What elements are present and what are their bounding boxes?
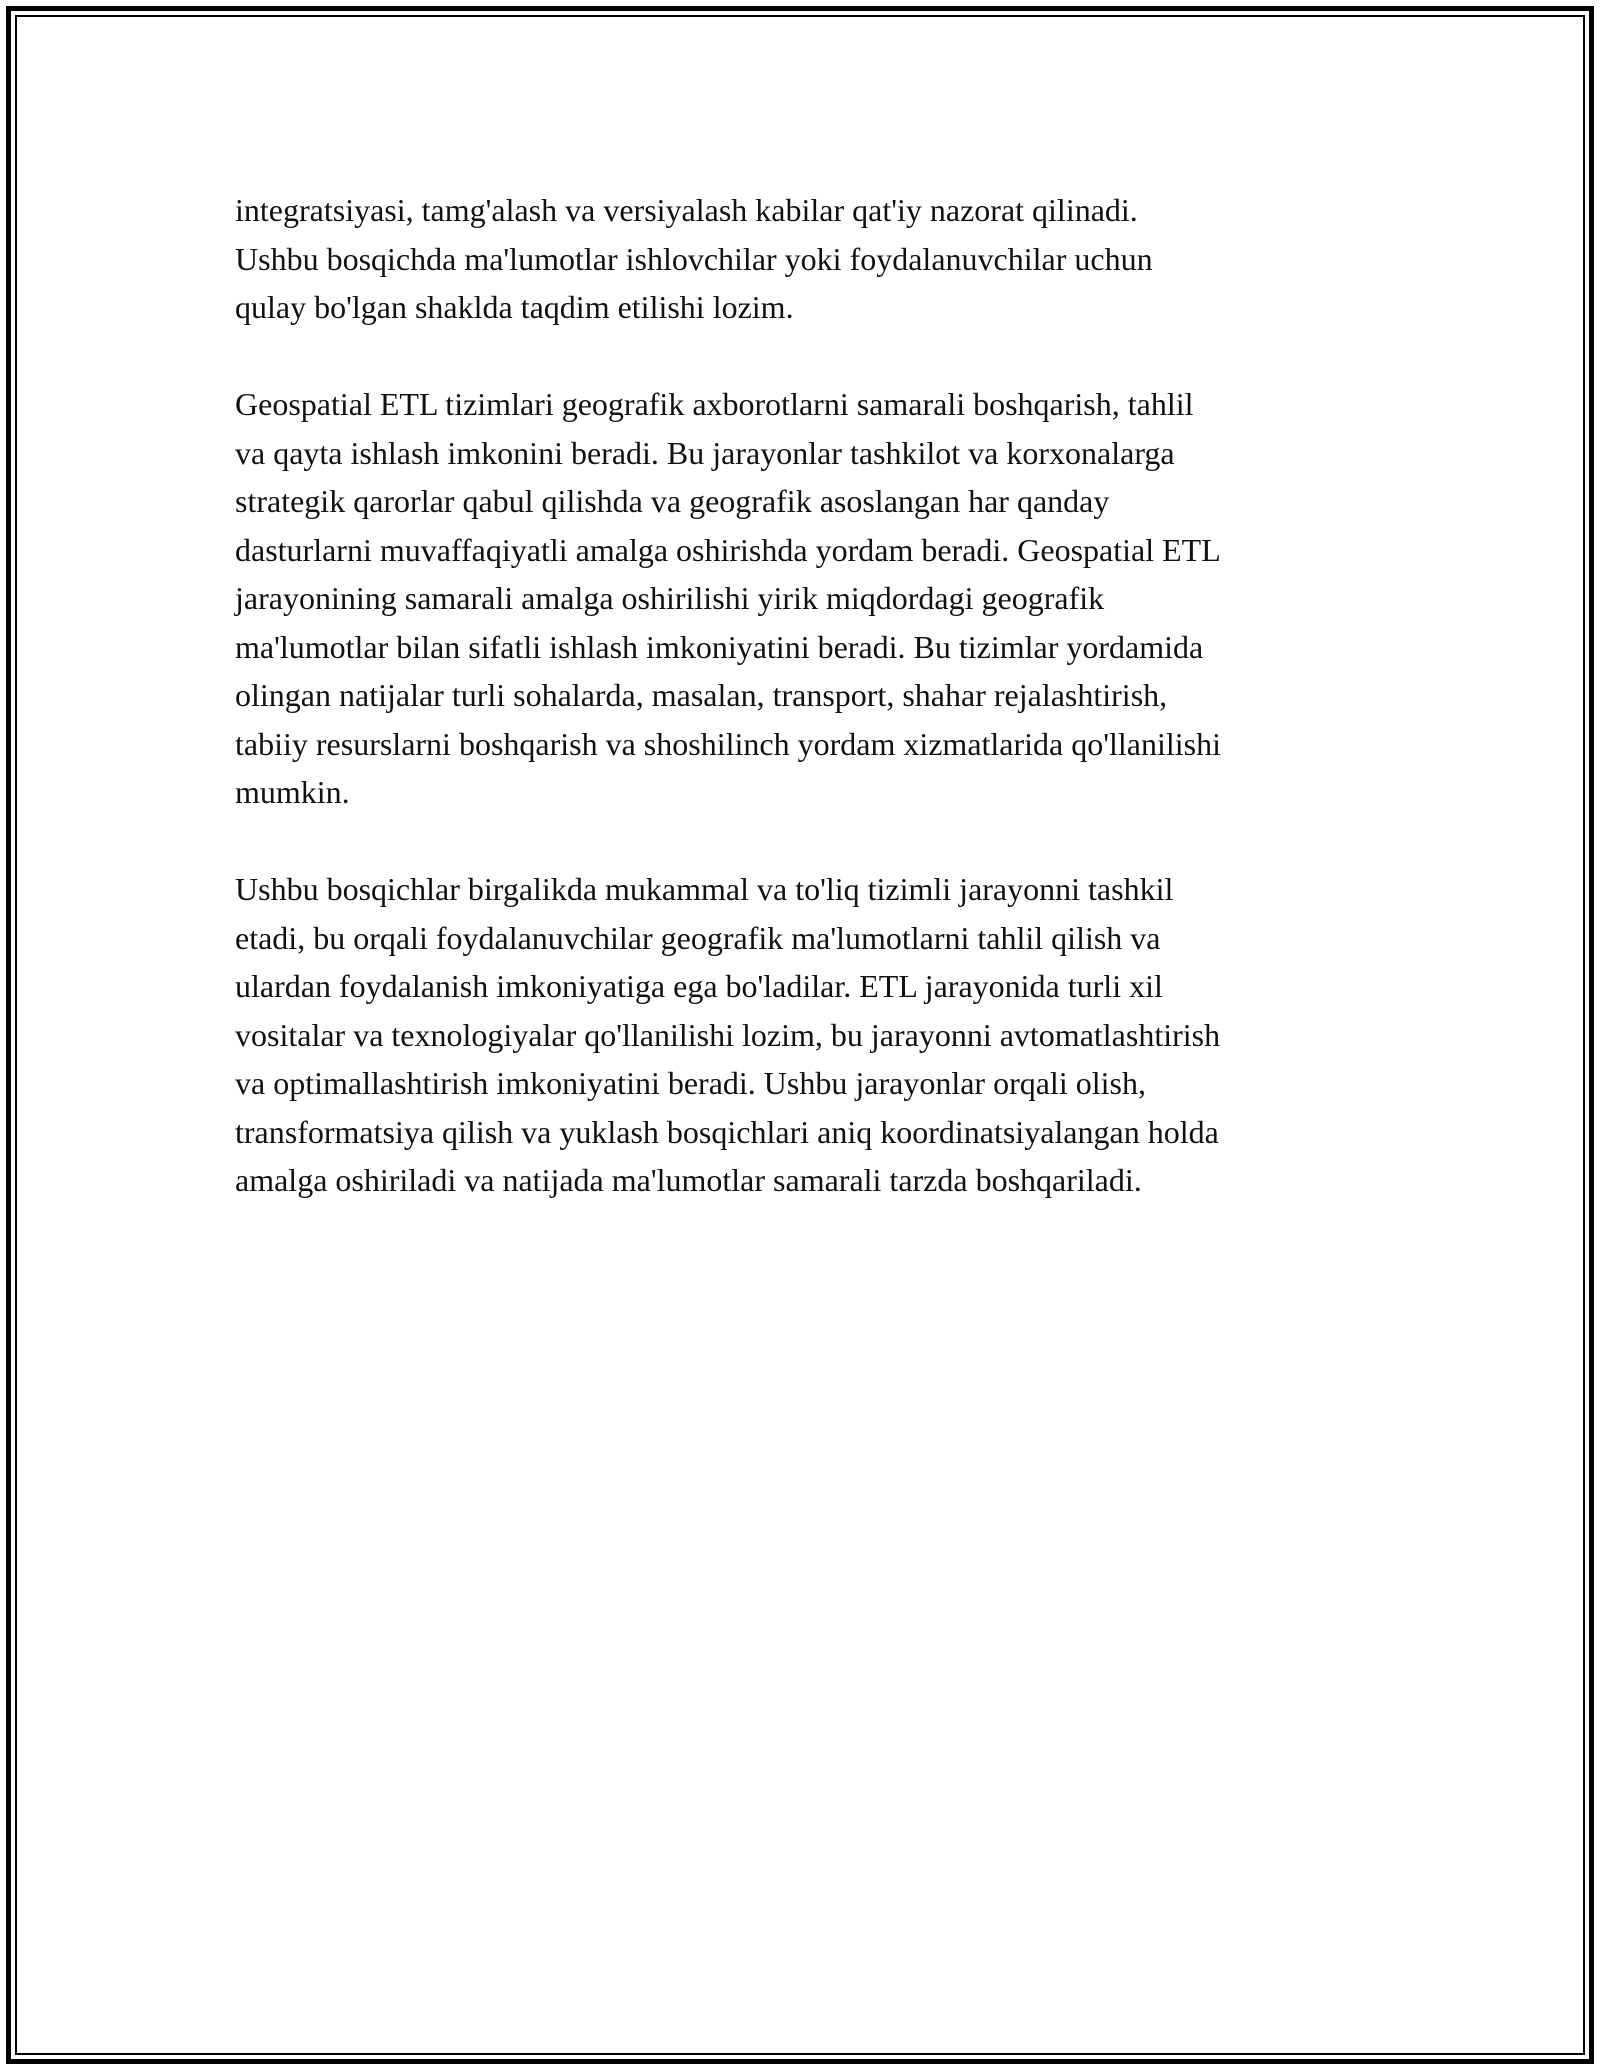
text-line: Ushbu bosqichlar birgalikda mukammal va to'liq tizimli jarayonni tashkil: [235, 871, 1174, 907]
text-line: transformatsiya qilish va yuklash bosqichlari aniq koordinatsiyalangan holda: [235, 1113, 1219, 1150]
text-line: integratsiyasi, tamg'alash va versiyalash kabilar qat'iy nazorat qilinadi.: [235, 192, 1138, 228]
document-body: [235, 186, 1370, 1253]
paragraph-1: [235, 186, 1370, 332]
paragraph-3: [235, 865, 1370, 1205]
text-line: dasturlarni muvaffaqiyatli amalga oshirishda yordam beradi. Geospatial ETL: [235, 531, 1221, 568]
text-line: strategik qarorlar qabul qilishda va geografik asoslangan har qanday: [235, 483, 1110, 519]
text-line: ulardan foydalanish imkoniyatiga ega bo'ladilar. ETL jarayonida turli xil: [235, 968, 1163, 1004]
text-line: etadi, bu orqali foydalanuvchilar geografik ma'lumotlarni tahlil qilish va: [235, 919, 1161, 956]
text-line: ma'lumotlar bilan sifatli ishlash imkoniyatini beradi. Bu tizimlar yordamida: [235, 628, 1204, 665]
text-line: qulay bo'lgan shaklda taqdim etilishi lozim.: [235, 289, 794, 325]
text-line: Ushbu bosqichda ma'lumotlar ishlovchilar yoki foydalanuvchilar uchun: [235, 240, 1153, 277]
text-line: tabiiy resurslarni boshqarish va shoshilinch yordam xizmatlarida qo'llanilishi: [235, 725, 1222, 762]
text-line: va optimallashtirish imkoniyatini beradi. Ushbu jarayonlar orqali olish,: [235, 1065, 1146, 1101]
text-line: olingan natijalar turli sohalarda, masalan, transport, shahar rejalashtirish,: [235, 677, 1168, 713]
text-line: jarayonining samarali amalga oshirilishi yirik miqdordagi geografik: [235, 580, 1105, 616]
text-line: Geospatial ETL tizimlari geografik axborotlarni samarali boshqarish, tahlil: [235, 386, 1194, 422]
text-line: mumkin.: [235, 774, 350, 810]
paragraph-2: [235, 380, 1370, 817]
text-line: vositalar va texnologiyalar qo'llanilishi lozim, bu jarayonni avtomatlashtirish: [235, 1016, 1221, 1053]
text-line: amalga oshiriladi va natijada ma'lumotlar samarali tarzda boshqariladi.: [235, 1162, 1142, 1198]
text-line: va qayta ishlash imkonini beradi. Bu jarayonlar tashkilot va korxonalarga: [235, 434, 1175, 471]
